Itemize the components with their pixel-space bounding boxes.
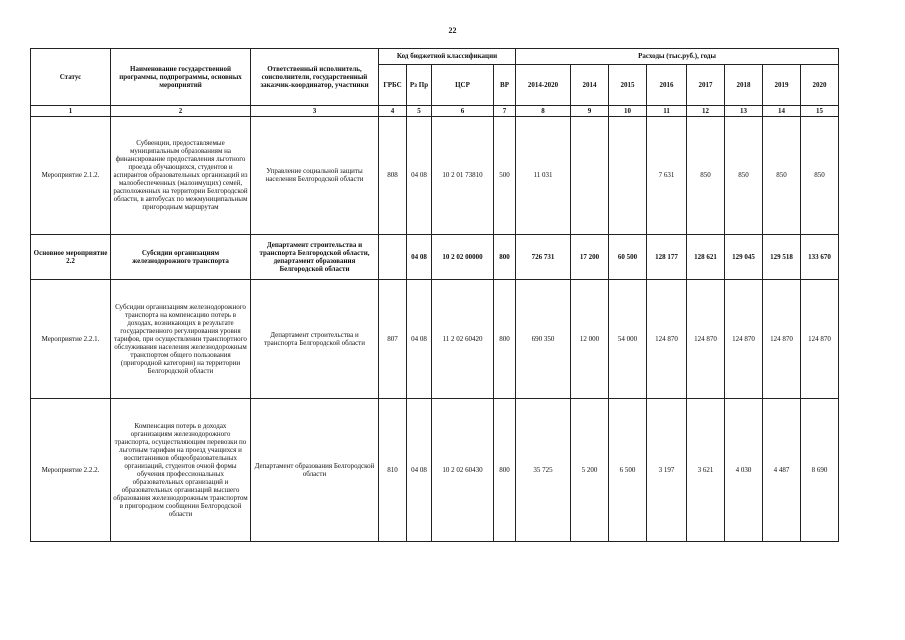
row-value: 4 030 <box>725 399 763 542</box>
row-value: 3 621 <box>687 399 725 542</box>
row-executor: Департамент образования Белгородской области <box>251 399 379 542</box>
header-budget-code: Код бюджетной классификации <box>379 49 516 65</box>
row-value: 3 197 <box>647 399 687 542</box>
row-value <box>571 117 609 235</box>
row-value: 850 <box>763 117 801 235</box>
column-number: 3 <box>251 106 379 117</box>
row-value: 4 487 <box>763 399 801 542</box>
header-year: 2015 <box>609 65 647 106</box>
row-grbs <box>379 234 407 279</box>
row-value: 726 731 <box>516 234 571 279</box>
row-value: 6 500 <box>609 399 647 542</box>
header-year: 2017 <box>687 65 725 106</box>
row-rzpr: 04 08 <box>407 234 432 279</box>
row-status: Основное мероприятие 2.2 <box>31 234 111 279</box>
row-name: Компенсация потерь в доходах организациям железнодорожного транспорта, осуществляющим перевозки по льготным тарифам на проезд учащихся и воспитанников общеобразовательных организаций, студентов очной формы обучения профессиональных образовательных организаций и образовательных организаций высшего образования железнодорожным транспортом в пригородном сообщении Белгородской области <box>111 399 251 542</box>
row-value: 133 670 <box>801 234 839 279</box>
row-name: Субсидии организациям железнодорожного транспорта на компенсацию потерь в доходах, возникающих в результате государственного регулирования уровня тарифов, при осуществлении транспортного обслуживания населения железнодорожным транспортом общего пользования (пригородной категории) на территории Белгородской области <box>111 279 251 399</box>
header-year: 2016 <box>647 65 687 106</box>
row-rzpr: 04 08 <box>407 117 432 235</box>
row-grbs: 807 <box>379 279 407 399</box>
column-number: 12 <box>687 106 725 117</box>
row-csr: 11 2 02 60420 <box>432 279 494 399</box>
row-vr: 800 <box>494 279 516 399</box>
header-year: 2014 <box>571 65 609 106</box>
column-number: 1 <box>31 106 111 117</box>
row-value: 129 518 <box>763 234 801 279</box>
table-row <box>31 399 839 542</box>
header-row-top <box>31 49 839 65</box>
header-csr: ЦСР <box>432 65 494 106</box>
row-executor: Департамент строительства и транспорта Белгородской области, департамент образования Белгородской области <box>251 234 379 279</box>
header-executor: Ответственный исполнитель, соисполнители, государственный заказчик-координатор, участники <box>251 49 379 106</box>
row-value: 124 870 <box>687 279 725 399</box>
row-value: 8 690 <box>801 399 839 542</box>
column-number: 6 <box>432 106 494 117</box>
header-expenses: Расходы (тыс.руб.), годы <box>516 49 839 65</box>
row-name: Субсидии организациям железнодорожного транспорта <box>111 234 251 279</box>
table-row <box>31 117 839 235</box>
row-csr: 10 2 02 00000 <box>432 234 494 279</box>
row-value <box>609 117 647 235</box>
column-number: 14 <box>763 106 801 117</box>
row-value: 12 000 <box>571 279 609 399</box>
header-year: 2020 <box>801 65 839 106</box>
row-status: Мероприятие 2.1.2. <box>31 117 111 235</box>
row-value: 129 045 <box>725 234 763 279</box>
header-year: 2014-2020 <box>516 65 571 106</box>
column-number: 4 <box>379 106 407 117</box>
budget-table <box>30 48 839 542</box>
page-number: 22 <box>448 26 457 35</box>
row-value: 35 725 <box>516 399 571 542</box>
row-value: 124 870 <box>647 279 687 399</box>
column-number: 13 <box>725 106 763 117</box>
row-csr: 10 2 02 60430 <box>432 399 494 542</box>
row-value: 5 200 <box>571 399 609 542</box>
column-number: 5 <box>407 106 432 117</box>
table-row <box>31 234 839 279</box>
header-year: 2019 <box>763 65 801 106</box>
header-vr: ВР <box>494 65 516 106</box>
row-grbs: 808 <box>379 117 407 235</box>
row-value: 690 350 <box>516 279 571 399</box>
column-number: 11 <box>647 106 687 117</box>
column-number: 10 <box>609 106 647 117</box>
row-value: 850 <box>687 117 725 235</box>
row-value: 128 177 <box>647 234 687 279</box>
header-status: Статус <box>31 49 111 106</box>
row-csr: 10 2 01 73810 <box>432 117 494 235</box>
column-number: 2 <box>111 106 251 117</box>
row-value: 124 870 <box>763 279 801 399</box>
row-status: Мероприятие 2.2.1. <box>31 279 111 399</box>
row-name: Субвенции, предоставляемые муниципальным образованиям на финансирование предоставления льготного проезда обучающихся, студентов и аспирантов образовательных организаций из малообеспеченных (малоимущих) семей, расположенных на территории Белгородской области, в автобусах по межмуниципальным пригородным маршрутам <box>111 117 251 235</box>
header-name: Наименование государственной программы, подпрограммы, основных мероприятий <box>111 49 251 106</box>
header-year: 2018 <box>725 65 763 106</box>
row-executor: Управление социальной защиты населения Белгородской области <box>251 117 379 235</box>
row-value: 17 200 <box>571 234 609 279</box>
row-status: Мероприятие 2.2.2. <box>31 399 111 542</box>
row-vr: 800 <box>494 399 516 542</box>
header-grbs: ГРБС <box>379 65 407 106</box>
column-number: 7 <box>494 106 516 117</box>
row-value: 54 000 <box>609 279 647 399</box>
column-number: 9 <box>571 106 609 117</box>
row-value: 7 631 <box>647 117 687 235</box>
column-number: 8 <box>516 106 571 117</box>
row-vr: 500 <box>494 117 516 235</box>
header-rzpr: Рз Пр <box>407 65 432 106</box>
row-value: 11 031 <box>516 117 571 235</box>
row-value: 124 870 <box>801 279 839 399</box>
row-value: 124 870 <box>725 279 763 399</box>
row-value: 128 621 <box>687 234 725 279</box>
row-rzpr: 04 08 <box>407 279 432 399</box>
row-grbs: 810 <box>379 399 407 542</box>
row-value: 60 500 <box>609 234 647 279</box>
column-number-row <box>31 106 839 117</box>
row-value: 850 <box>725 117 763 235</box>
row-rzpr: 04 08 <box>407 399 432 542</box>
table-row <box>31 279 839 399</box>
column-number: 15 <box>801 106 839 117</box>
row-value: 850 <box>801 117 839 235</box>
row-executor: Департамент строительства и транспорта Белгородской области <box>251 279 379 399</box>
row-vr: 800 <box>494 234 516 279</box>
